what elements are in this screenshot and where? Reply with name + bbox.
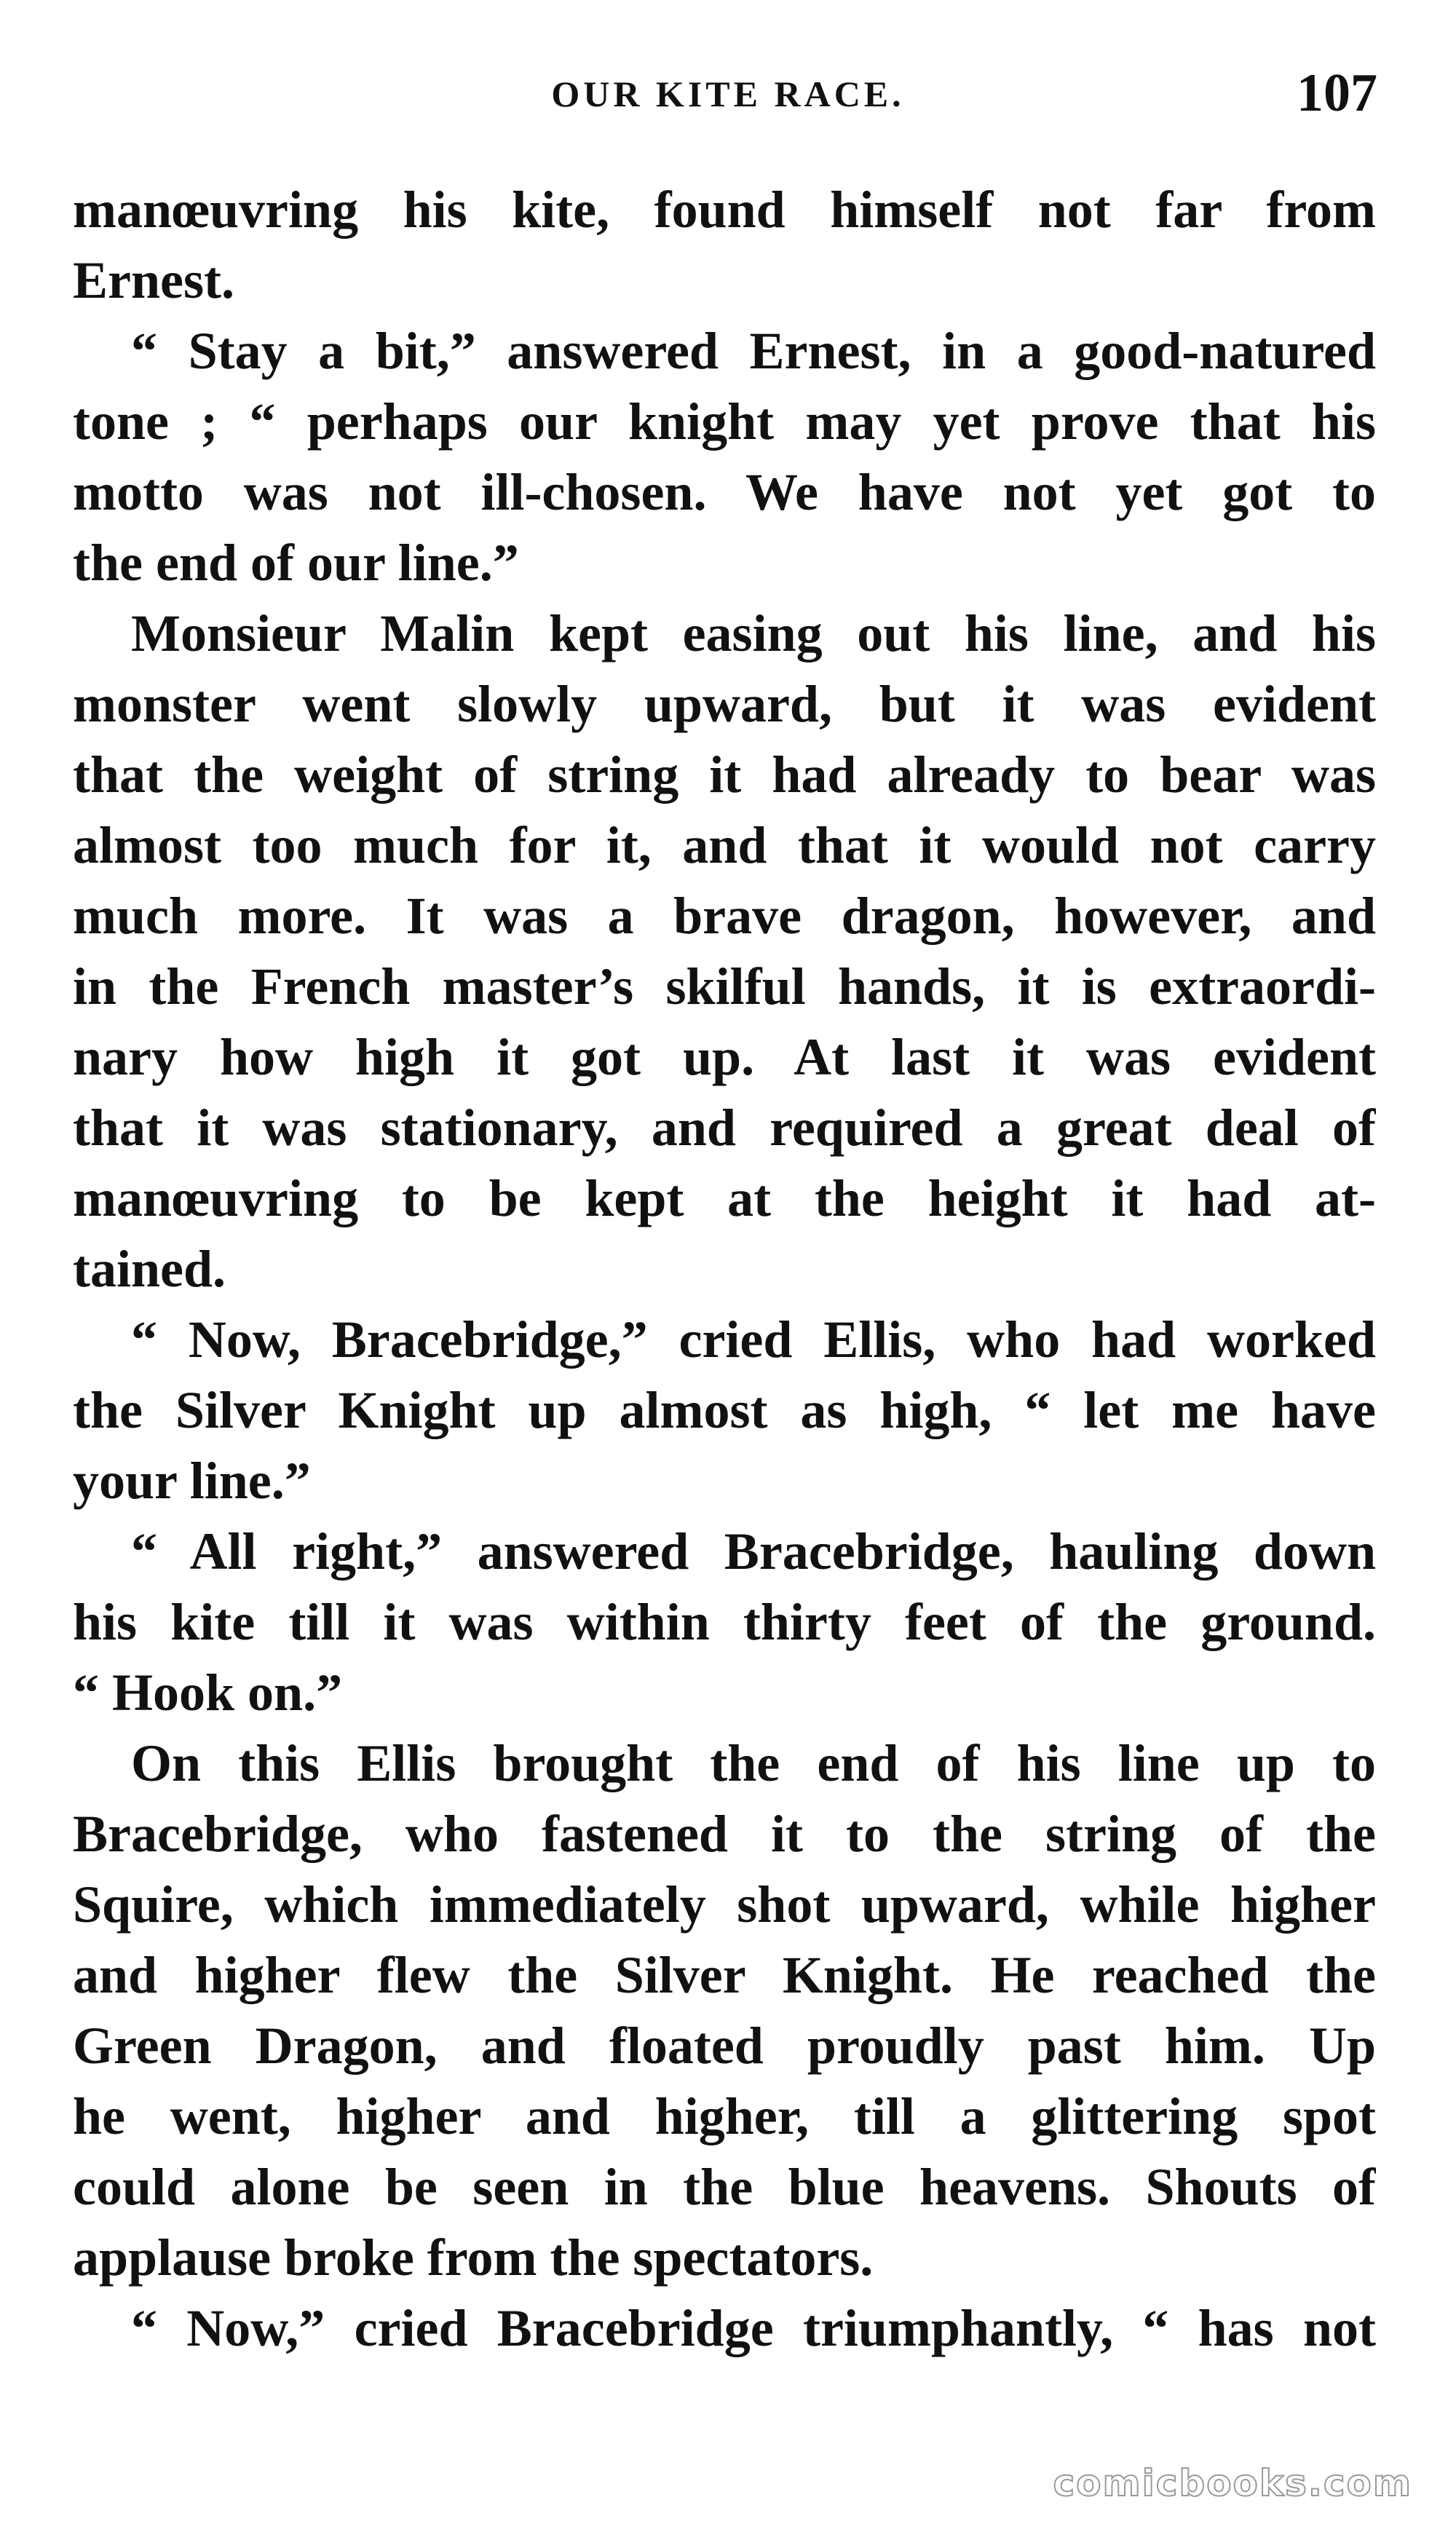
text-line: that the weight of string it had already to bear was <box>73 745 1376 804</box>
text-line: his kite till it was within thirty feet of the ground. <box>73 1593 1376 1651</box>
text-line: Squire, which immediately shot upward, while higher <box>73 1875 1376 1934</box>
text-line: “ Now, Bracebridge,” cried Ellis, who had worked <box>131 1310 1376 1369</box>
text-line: the end of our line.” <box>73 534 519 592</box>
text-line: On this Ellis brought the end of his line up to <box>131 1734 1376 1792</box>
text-line: much more. It was a brave dragon, however, and <box>73 887 1376 945</box>
watermark: comicbooks.com <box>1053 2462 1412 2504</box>
text-line: manœuvring to be kept at the height it had at- <box>73 1169 1376 1227</box>
page-number: 107 <box>1297 63 1377 123</box>
text-line: “ Stay a bit,” answered Ernest, in a good-natured <box>131 322 1376 380</box>
text-line: “ All right,” answered Bracebridge, hauling down <box>131 1522 1376 1580</box>
body-text <box>73 175 1376 2364</box>
text-line: motto was not ill-chosen. We have not yet got to <box>73 463 1376 521</box>
text-line: Bracebridge, who fastened it to the string of the <box>73 1805 1376 1863</box>
text-line: nary how high it got up. At last it was evident <box>73 1028 1376 1086</box>
text-line: he went, higher and higher, till a glittering spot <box>73 2087 1376 2145</box>
text-line: tained. <box>73 1240 226 1298</box>
text-line: almost too much for it, and that it would not carry <box>73 816 1376 874</box>
text-line: applause broke from the spectators. <box>73 2228 874 2287</box>
text-line: the Silver Knight up almost as high, “ let me have <box>73 1381 1376 1439</box>
text-line: Green Dragon, and floated proudly past him. Up <box>73 2017 1376 2075</box>
text-line: that it was stationary, and required a great deal of <box>73 1099 1376 1157</box>
text-line: and higher flew the Silver Knight. He reached the <box>73 1946 1376 2004</box>
text-line: Ernest. <box>73 251 234 309</box>
page-header <box>73 63 1383 128</box>
text-line: monster went slowly upward, but it was evident <box>73 675 1376 733</box>
text-line: your line.” <box>73 1452 311 1510</box>
text-line: in the French master’s skilful hands, it is extraordi- <box>73 957 1376 1016</box>
text-line: tone ; “ perhaps our knight may yet prove that his <box>73 392 1376 451</box>
text-line: Monsieur Malin kept easing out his line, and his <box>131 604 1376 662</box>
text-line: “ Hook on.” <box>73 1663 343 1722</box>
text-line: “ Now,” cried Bracebridge triumphantly, “ has not <box>131 2299 1376 2357</box>
text-line: manœuvring his kite, found himself not far from <box>73 181 1376 239</box>
running-head: OUR KITE RACE. <box>551 74 905 114</box>
text-line: could alone be seen in the blue heavens. Shouts of <box>73 2158 1376 2216</box>
